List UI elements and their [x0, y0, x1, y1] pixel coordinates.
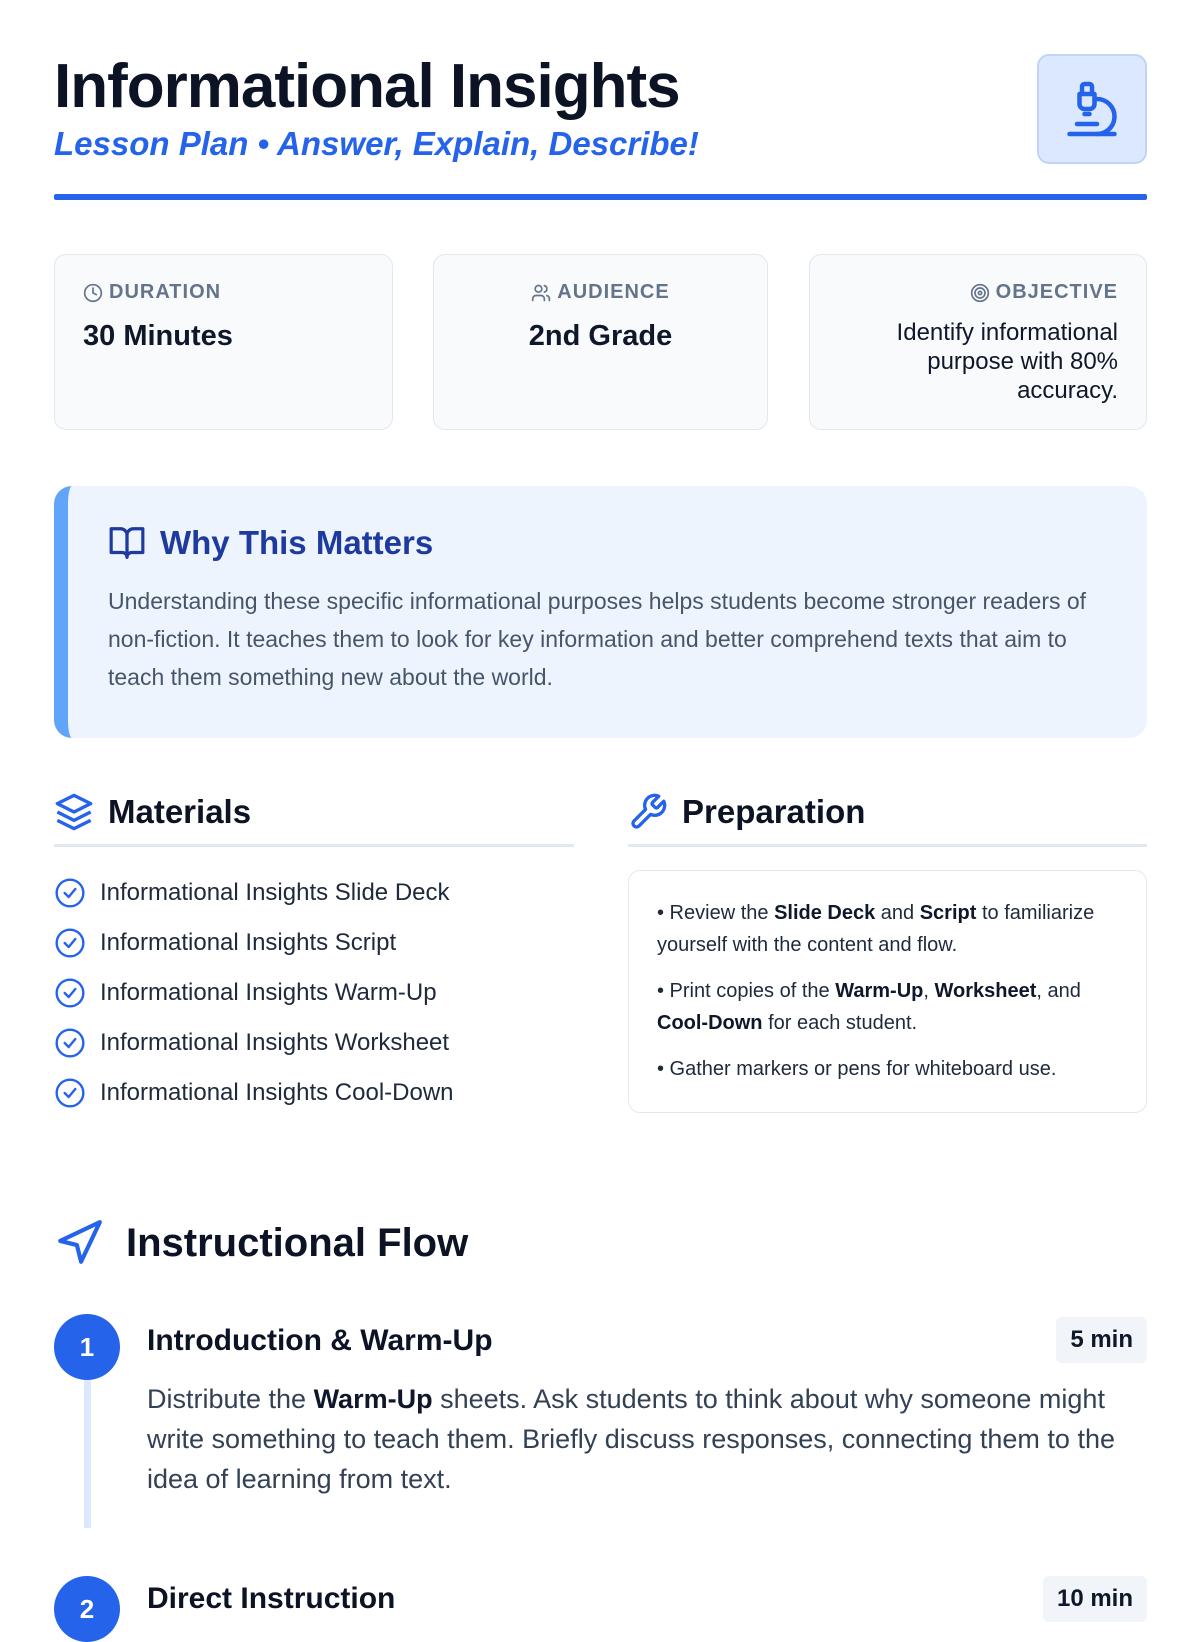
header-divider [54, 194, 1147, 200]
text-segment: • Print copies of the [657, 980, 836, 1002]
audience-label-row [462, 281, 739, 304]
step-duration-badge: 10 min [1043, 1576, 1147, 1622]
wrench-icon [628, 792, 668, 832]
flow-step [54, 1314, 1147, 1534]
check-circle-icon [54, 1027, 86, 1059]
objective-label-row [838, 281, 1118, 304]
materials-item [54, 918, 454, 968]
send-icon [54, 1218, 104, 1268]
materials-item [54, 1018, 454, 1068]
header [54, 0, 1147, 200]
book-open-icon [108, 524, 146, 562]
materials-item-label: Informational Insights Worksheet [100, 1029, 450, 1056]
materials-list [54, 868, 454, 1118]
materials-item [54, 1068, 454, 1118]
step-number-badge: 2 [54, 1576, 120, 1642]
clock-icon [83, 283, 103, 303]
page-subtitle: Lesson Plan • Answer, Explain, Describe! [54, 125, 699, 162]
text-segment: Distribute the [147, 1384, 314, 1414]
instructional-flow-heading [54, 1218, 468, 1268]
check-circle-icon [54, 1077, 86, 1109]
why-heading-row [108, 524, 1107, 562]
text-segment: sheets. Ask students to think about why someone might write something to teach them. Briefly discuss responses, connecting them to the idea of learning from text. [147, 1384, 1115, 1494]
flow-step [54, 1576, 1147, 1636]
preparation-item [657, 897, 1118, 961]
step-description [147, 1379, 1137, 1499]
duration-label-row [83, 281, 364, 304]
step-connector [84, 1364, 91, 1528]
target-icon [970, 283, 990, 303]
logo-badge [1037, 54, 1147, 164]
check-circle-icon [54, 877, 86, 909]
materials-item [54, 968, 454, 1018]
materials-item [54, 868, 454, 918]
preparation-box [628, 870, 1147, 1113]
objective-card [809, 254, 1147, 430]
preparation-item [657, 975, 1118, 1039]
duration-value: 30 Minutes [83, 320, 233, 352]
preparation-divider [628, 844, 1147, 847]
emphasized-text: Warm-Up [835, 980, 924, 1002]
preparation-heading [628, 792, 865, 832]
text-segment: to familiarize yourself with the content and flow. [657, 902, 1095, 956]
emphasized-text: Cool-Down [657, 1012, 763, 1034]
materials-heading [54, 792, 251, 832]
materials-item-label: Informational Insights Slide Deck [100, 879, 450, 906]
materials-item-label: Informational Insights Cool-Down [100, 1079, 454, 1106]
emphasized-text: Warm-Up [313, 1384, 433, 1414]
materials-item-label: Informational Insights Warm-Up [100, 979, 437, 1006]
audience-value: 2nd Grade [528, 320, 673, 352]
objective-label: OBJECTIVE [995, 281, 1118, 303]
emphasized-text: Slide Deck [774, 902, 876, 924]
step-title: Introduction & Warm-Up [147, 1324, 493, 1357]
step-title: Direct Instruction [147, 1582, 396, 1615]
why-title: Why This Matters [160, 524, 434, 561]
text-segment: • Gather markers or pens for whiteboard use. [657, 1058, 1057, 1080]
materials-title: Materials [108, 793, 252, 830]
emphasized-text: Worksheet [934, 980, 1037, 1002]
preparation-item [657, 1053, 1118, 1085]
info-cards [54, 254, 1147, 430]
text-segment: and [875, 902, 920, 924]
materials-item-label: Informational Insights Script [100, 929, 397, 956]
step-duration-badge: 5 min [1056, 1317, 1147, 1363]
users-icon [531, 283, 551, 303]
text-segment: , and [1036, 980, 1081, 1002]
instructional-flow-title: Instructional Flow [126, 1220, 469, 1265]
audience-card [433, 254, 768, 430]
lesson-plan-page [54, 0, 1147, 1624]
microscope-icon [1062, 78, 1122, 140]
text-segment: for each student. [762, 1012, 918, 1034]
audience-label: AUDIENCE [557, 281, 670, 303]
layers-icon [54, 792, 94, 832]
text-segment: • Review the [657, 902, 775, 924]
emphasized-text: Script [919, 902, 977, 924]
objective-value: Identify informational purpose with 80% accuracy. [896, 319, 1118, 404]
duration-card [54, 254, 393, 430]
materials-divider [54, 844, 574, 847]
why-text: Understanding these specific informational purposes helps students become stronger readers of non-fiction. It teaches them to look for key information and better comprehend texts that aim to teach them something new about the world. [108, 588, 1087, 690]
duration-label: DURATION [109, 281, 222, 303]
check-circle-icon [54, 927, 86, 959]
page-title: Informational Insights [54, 52, 680, 121]
text-segment: , [923, 980, 935, 1002]
preparation-title: Preparation [682, 793, 866, 830]
check-circle-icon [54, 977, 86, 1009]
step-number-badge: 1 [54, 1314, 120, 1380]
why-this-matters-callout [54, 486, 1147, 738]
